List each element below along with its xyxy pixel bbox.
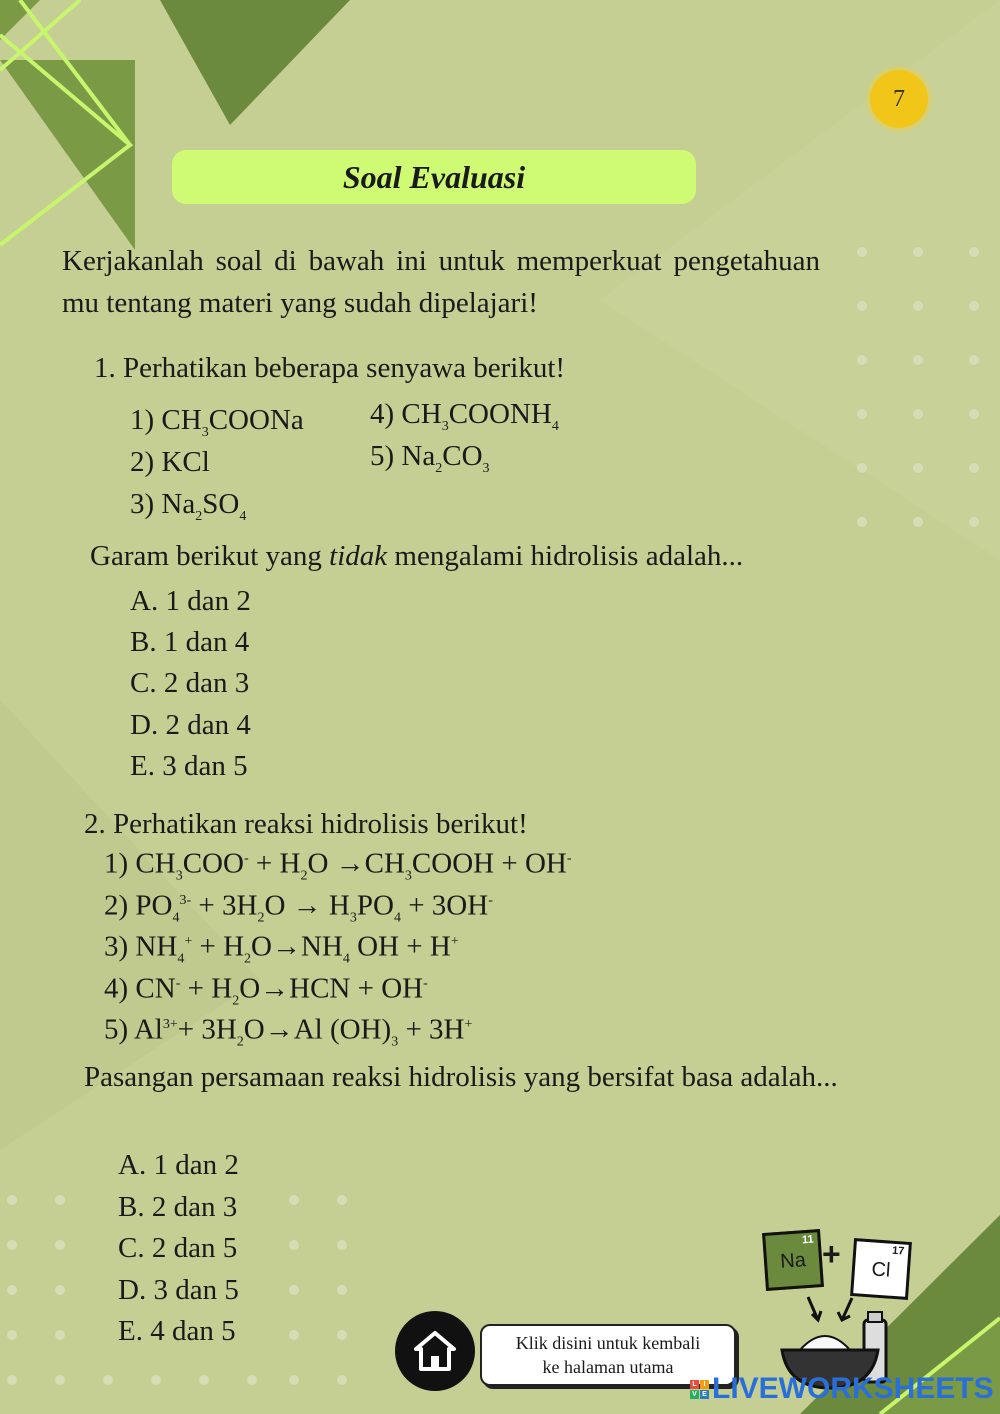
q1-option-d[interactable]: D. 2 dan 4	[130, 709, 251, 741]
reaction-superscript: 3+	[162, 1017, 178, 1032]
reaction-part: + 3H	[191, 889, 258, 922]
q1-option-b[interactable]: B. 1 dan 4	[130, 626, 250, 658]
logo-letter: E	[700, 1390, 709, 1399]
q2-reaction-5	[104, 1007, 472, 1060]
compound-subscript: 3	[482, 460, 490, 476]
home-icon	[412, 1328, 458, 1374]
reaction-superscript: -	[566, 851, 572, 866]
q2-heading: 2. Perhatikan reaksi hidrolisis berikut!	[84, 808, 528, 840]
reaction-superscript: -	[175, 976, 181, 991]
q2-option-a[interactable]: A. 1 dan 2	[118, 1149, 239, 1181]
reaction-part: PO	[135, 889, 173, 922]
home-button[interactable]	[395, 1311, 475, 1391]
q2-option-d[interactable]: D. 3 dan 5	[118, 1274, 239, 1306]
logo-letter: L	[690, 1380, 699, 1389]
compound-subscript: 2	[195, 508, 203, 524]
page-number-badge	[870, 70, 928, 128]
logo-letter: V	[690, 1390, 699, 1399]
home-link-text	[516, 1331, 701, 1379]
reaction-part: COO	[182, 847, 244, 880]
q1-question	[90, 538, 743, 574]
sodium-element-tile	[762, 1229, 824, 1291]
compound-part: COONa	[208, 404, 304, 436]
q2-option-e[interactable]: E. 4 dan 5	[118, 1315, 236, 1347]
compound-subscript: 3	[441, 418, 449, 434]
q2-option-b[interactable]: B. 2 dan 3	[118, 1191, 238, 1223]
reaction-part: CN	[135, 972, 176, 1005]
sodium-symbol: Na	[779, 1249, 807, 1273]
reaction-subscript: 2	[300, 868, 308, 884]
reaction-superscript: -	[423, 976, 428, 991]
compound-part: KCl	[161, 446, 210, 478]
q1-question-text: mengalami hidrolisis adalah...	[387, 540, 744, 572]
q1-heading-text: Perhatikan beberapa senyawa berikut!	[123, 352, 566, 384]
watermark-text: LIVEWORKSHEETS	[712, 1372, 994, 1405]
compound-subscript: 4	[239, 508, 247, 524]
reaction-subscript: 2	[236, 1034, 244, 1050]
compound-subscript: 3	[201, 424, 209, 440]
chlorine-symbol: Cl	[870, 1258, 892, 1282]
q2-question: Pasangan persamaan reaksi hidrolisis yang bersifat basa adalah...	[84, 1061, 838, 1093]
compound-subscript: 4	[551, 418, 559, 434]
reaction-subscript: 4	[342, 951, 350, 967]
compound-part: CH	[401, 398, 442, 430]
reaction-superscript: +	[184, 934, 193, 949]
title-banner	[172, 150, 696, 204]
compound-part: SO	[202, 488, 240, 520]
reaction-part: + H	[192, 930, 245, 963]
reaction-subscript: 2	[232, 993, 240, 1009]
q1-question-emphasis: tidak	[329, 540, 388, 572]
reaction-label: 1)	[104, 847, 129, 880]
reaction-part: CH	[135, 847, 176, 880]
compound-part: CH	[161, 404, 202, 436]
reaction-part: Al	[133, 1013, 163, 1046]
reaction-part: O→Al (OH)	[243, 1013, 392, 1046]
q1-option-c[interactable]: C. 2 dan 3	[130, 667, 250, 699]
compound-label: 4)	[370, 398, 395, 430]
reaction-part: O→NH	[251, 930, 343, 963]
reaction-label: 3)	[104, 930, 129, 963]
reaction-part: + 3OH	[400, 889, 489, 922]
reaction-part: + H	[248, 847, 301, 880]
compound-subscript: 2	[435, 460, 443, 476]
reaction-superscript: 3-	[179, 893, 192, 908]
reaction-part: NH	[135, 930, 178, 963]
compound-label: 1)	[130, 404, 155, 436]
compound-label: 5)	[370, 440, 395, 472]
intro-paragraph: Kerjakanlah soal di bawah ini untuk memperkuat pengetahuan mu tentang materi yang sudah dipelajari!	[62, 245, 820, 319]
chlorine-atomic-number: 17	[891, 1244, 905, 1258]
compound-part: COONH	[448, 398, 552, 430]
q1-compound-2	[130, 444, 210, 480]
reaction-subscript: 3	[404, 868, 412, 884]
reaction-part: OH + H	[349, 930, 451, 963]
home-link-line-1: Klik disini untuk kembali	[515, 1333, 701, 1353]
reaction-part: + 3H	[398, 1013, 465, 1046]
q1-question-text: Garam berikut yang	[90, 540, 330, 572]
sodium-atomic-number: 11	[801, 1233, 815, 1247]
plus-sign: +	[822, 1236, 841, 1272]
reaction-subscript: 4	[172, 910, 180, 926]
q1-compound-5	[370, 438, 490, 487]
q1-option-e[interactable]: E. 3 dan 5	[130, 750, 248, 782]
liveworksheets-watermark	[690, 1372, 994, 1406]
compound-label: 2)	[130, 446, 155, 478]
compound-part: CO	[442, 440, 483, 472]
chlorine-element-tile	[850, 1238, 912, 1300]
reaction-part: O →CH	[307, 847, 405, 880]
compound-part: Na	[161, 488, 196, 520]
home-link-line-2: ke halaman utama	[542, 1357, 674, 1377]
compound-label: 3)	[130, 488, 155, 520]
q1-compound-3	[130, 486, 246, 535]
q1-heading	[94, 350, 565, 386]
reaction-label: 2)	[104, 889, 129, 922]
reaction-part: O → H	[264, 889, 350, 922]
reaction-subscript: 2	[257, 910, 265, 926]
page-number: 7	[893, 85, 905, 112]
reaction-superscript: -	[488, 893, 493, 908]
reaction-subscript: 2	[244, 951, 252, 967]
reaction-subscript: 3	[391, 1034, 399, 1050]
logo-letter: I	[700, 1380, 709, 1389]
q1-option-a[interactable]: A. 1 dan 2	[130, 585, 251, 617]
q1-number: 1.	[94, 352, 116, 384]
reaction-subscript: 4	[393, 910, 401, 926]
reaction-superscript: +	[464, 1017, 473, 1032]
reaction-label: 4)	[104, 972, 129, 1005]
reaction-part: + H	[180, 972, 233, 1005]
liveworksheets-logo-icon	[690, 1380, 709, 1399]
reaction-label: 5)	[104, 1013, 129, 1046]
reaction-part: + 3H	[177, 1013, 237, 1046]
reaction-subscript: 3	[349, 910, 357, 926]
reaction-part: COOH + OH	[411, 847, 567, 880]
q2-option-c[interactable]: C. 2 dan 5	[118, 1232, 238, 1264]
compound-part: Na	[401, 440, 436, 472]
reaction-superscript: +	[450, 934, 459, 949]
reaction-superscript: -	[243, 851, 249, 866]
reaction-subscript: 4	[177, 951, 185, 967]
page-title: Soal Evaluasi	[342, 158, 526, 195]
reaction-part: PO	[356, 889, 394, 922]
reaction-subscript: 3	[175, 868, 183, 884]
reaction-part: O→HCN + OH	[239, 972, 424, 1005]
